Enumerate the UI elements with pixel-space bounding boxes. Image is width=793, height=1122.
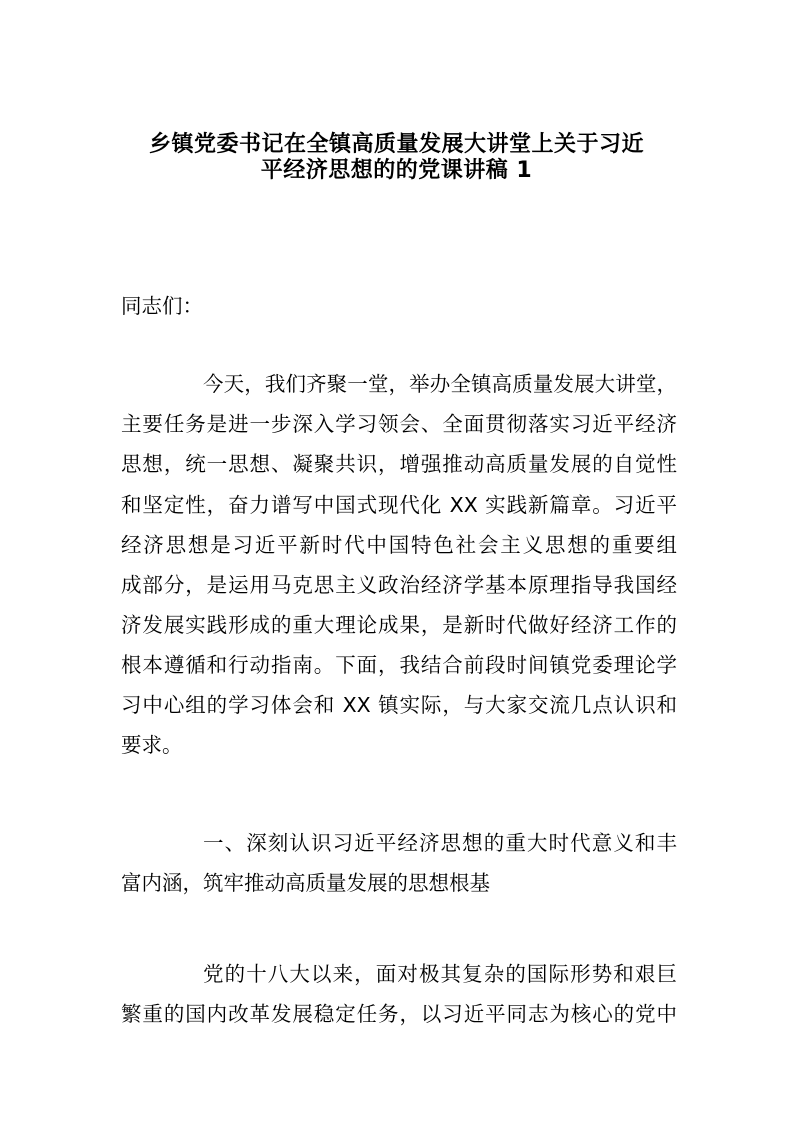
paragraph-1-line: 根本遵循和行动指南。下面，我结合前段时间镇党委理论学 bbox=[121, 653, 677, 677]
paragraph-1-line: 和坚定性，奋力谱写中国式现代化 XX 实践新篇章。习近平 bbox=[121, 493, 677, 517]
paragraph-1-line: 思想，统一思想、凝聚共识，增强推动高质量发展的自觉性 bbox=[121, 452, 677, 476]
section-heading-line: 一、深刻认识习近平经济思想的重大时代意义和丰 bbox=[203, 831, 677, 855]
paragraph-1-line: 济发展实践形成的重大理论成果，是新时代做好经济工作的 bbox=[121, 613, 677, 637]
paragraph-1-line: 经济思想是习近平新时代中国特色社会主义思想的重要组 bbox=[121, 533, 677, 557]
paragraph-1-line: 成部分，是运用马克思主义政治经济学基本原理指导我国经 bbox=[121, 573, 677, 597]
section-heading-line: 富内涵，筑牢推动高质量发展的思想根基 bbox=[121, 871, 490, 895]
document-title-line-2: 平经济思想的的党课讲稿 1 bbox=[260, 158, 533, 183]
paragraph-1-line: 习中心组的学习体会和 XX 镇实际，与大家交流几点认识和 bbox=[121, 693, 677, 717]
salutation: 同志们： bbox=[121, 294, 203, 318]
paragraph-2-line: 党的十八大以来，面对极其复杂的国际形势和艰巨 bbox=[203, 962, 677, 986]
document-title-line-1: 乡镇党委书记在全镇高质量发展大讲堂上关于习近 bbox=[148, 132, 644, 157]
paragraph-2-line: 繁重的国内改革发展稳定任务，以习近平同志为核心的党中 bbox=[121, 1002, 677, 1026]
paragraph-1-line: 今天，我们齐聚一堂，举办全镇高质量发展大讲堂， bbox=[203, 372, 677, 396]
paragraph-1-line: 主要任务是进一步深入学习领会、全面贯彻落实习近平经济 bbox=[121, 412, 677, 436]
paragraph-1-line: 要求。 bbox=[121, 733, 183, 757]
